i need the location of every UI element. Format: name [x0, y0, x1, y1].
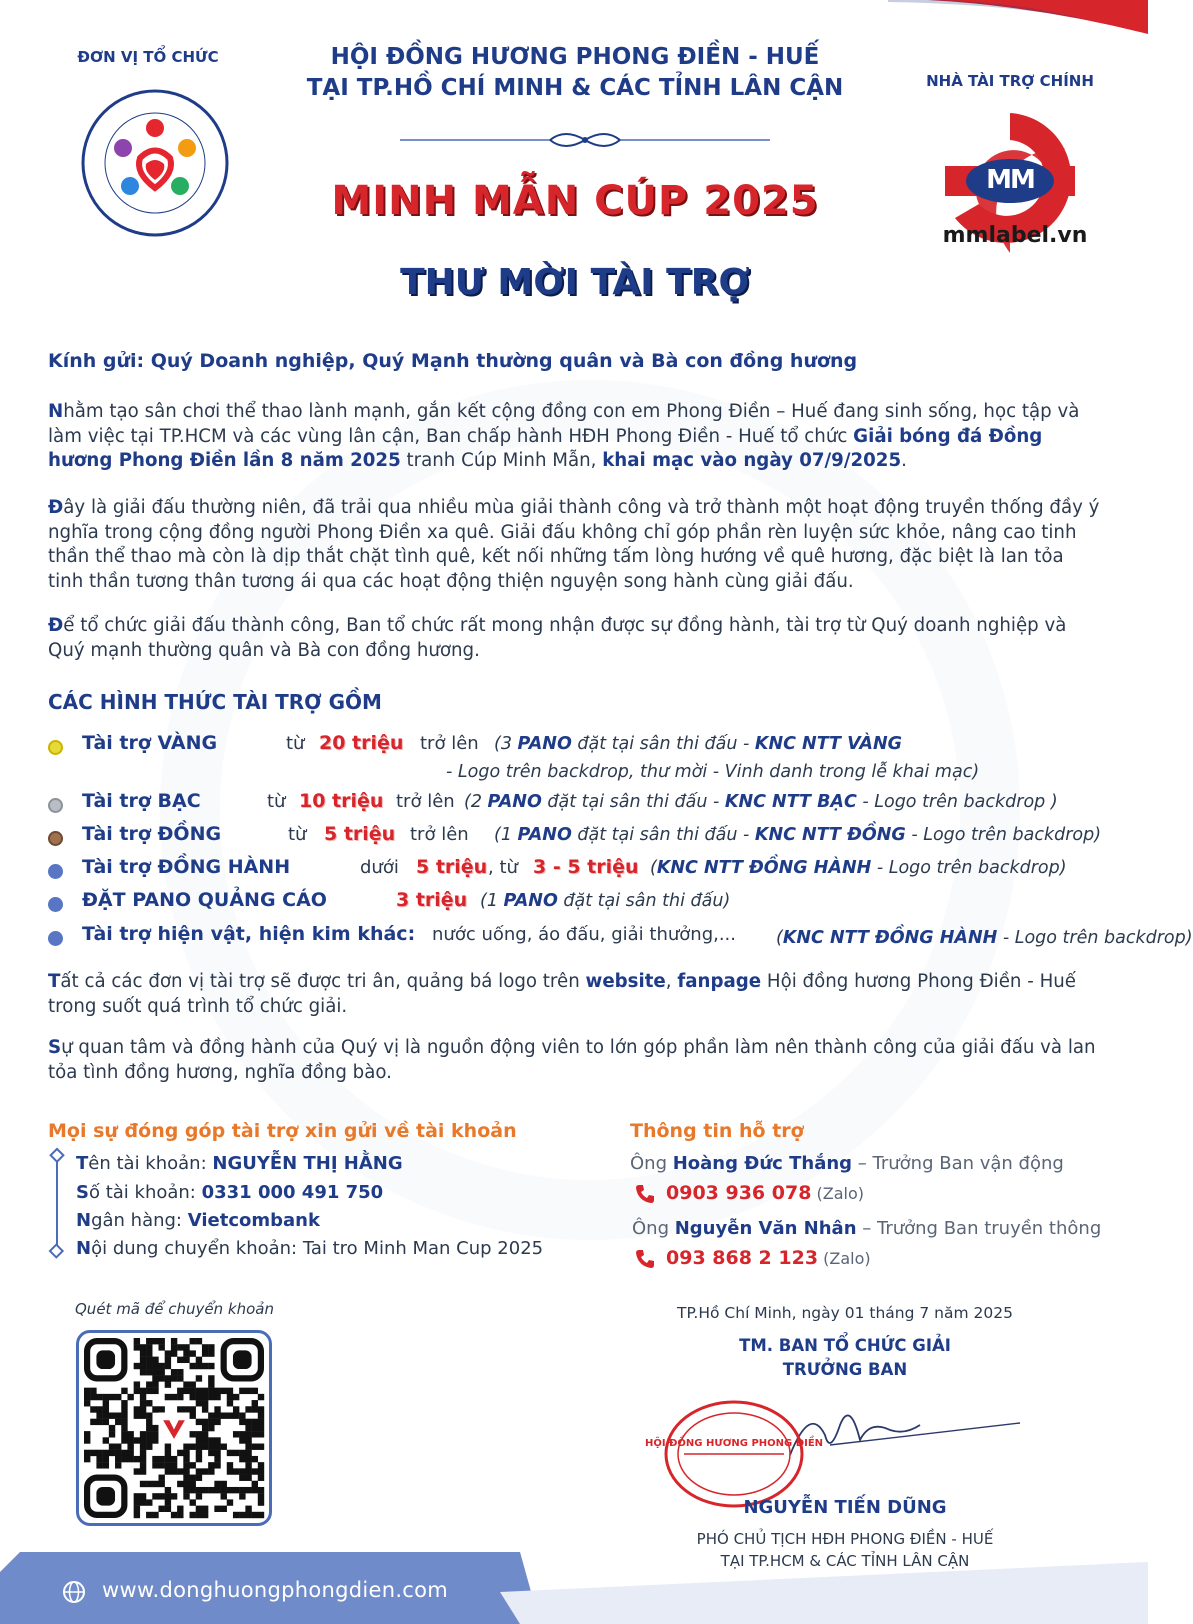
- drop-cap: S: [48, 1037, 62, 1058]
- signatory-title-2: TRƯỞNG BAN: [782, 1360, 908, 1379]
- drop-cap: Đ: [48, 497, 64, 518]
- contact-name: Hoàng Đức Thắng: [672, 1153, 853, 1174]
- text-run: Ông: [630, 1153, 673, 1174]
- tier-note: [494, 825, 1101, 845]
- text-run: ể tổ chức giải đấu thành công, Ban tổ chức rất mong nhận được sự đồng hành, tài trợ từ Quý doanh nghiệp và Quý mạnh thường quân và Bà con đồng hương.: [48, 615, 1067, 661]
- bank-account-heading: Mọi sự đóng góp tài trợ xin gửi về tài khoản: [48, 1120, 517, 1142]
- globe-icon: [62, 1580, 86, 1604]
- text-run: N: [76, 1238, 92, 1259]
- organizer-label: ĐƠN VỊ TỔ CHỨC: [77, 48, 219, 66]
- gold-bullet-icon: [48, 740, 63, 755]
- contact-role: – Trưởng Ban vận động: [852, 1153, 1064, 1174]
- text-run: KNC NTT ĐỒNG HÀNH: [782, 928, 998, 948]
- text-run: gân hàng:: [91, 1210, 188, 1231]
- website-link[interactable]: www.donghuongphongdien.com: [102, 1578, 449, 1602]
- stamp-text: HỘI ĐỒNG HƯƠNG PHONG ĐIỀN: [644, 1438, 824, 1449]
- signer-role-2: TẠI TP.HCM & CÁC TỈNH LÂN CẬN: [720, 1552, 970, 1570]
- qr-caption: Quét mã để chuyển khoản: [75, 1300, 274, 1318]
- official-stamp: [644, 1396, 824, 1511]
- silver-bullet-icon: [48, 798, 63, 813]
- tier-companion: [48, 856, 1128, 886]
- text-run: - Logo trên backdrop): [905, 825, 1102, 845]
- text-run: - Logo trên backdrop): [997, 928, 1193, 948]
- bullet-icon: [48, 931, 63, 946]
- text-run: Hội đồng hương Phong Điền - Huế trong suốt quá trình tổ chức giải.: [48, 971, 1076, 1017]
- tier-items: nước uống, áo đấu, giải thưởng,...: [432, 924, 737, 945]
- text-run: ây là giải đấu thường niên, đã trải qua nhiều mùa giải thành công và trở thành một hoạt động truyền thống đầy ý nghĩa trong cộng đồng người Phong Điền xa quê. Giải đấu không chỉ góp phần rèn luyện sức khỏe, nâng cao tinh thần thể thao mà còn là dịp thắt chặt tình quê, kết nối những tấm lòng hướng về quê hương, đặc biệt là lan tỏa tinh thần tương thân tương ái qua các hoạt động thiện nguyện song hành cùng giải đấu.: [48, 497, 1100, 592]
- corner-ribbon-decoration: [888, 0, 1148, 40]
- tournament-name: Giải bóng đá Đồng hương Phong Điền lần 8 năm 2025: [48, 425, 1043, 471]
- text-run: - Logo trên backdrop): [871, 858, 1067, 878]
- signatory-title: [660, 1334, 1030, 1382]
- tier-amount: 5 triệu: [324, 823, 396, 845]
- tier-note: [650, 858, 1067, 878]
- tier-separator: , từ: [488, 857, 518, 878]
- text-run: (3: [494, 734, 518, 754]
- text-run: PANO: [503, 891, 558, 911]
- text-run: KNC NTT ĐỒNG HÀNH: [656, 858, 872, 878]
- bullet-icon: [48, 897, 63, 912]
- tier-from: dưới: [360, 857, 399, 878]
- bullet-icon: [48, 864, 63, 879]
- tier-name: Tài trợ VÀNG: [82, 732, 218, 754]
- tier-name: Tài trợ ĐỒNG HÀNH: [82, 856, 291, 878]
- signatory-title-1: TM. BAN TỔ CHỨC GIẢI: [739, 1336, 951, 1355]
- text-run: N: [76, 1210, 92, 1231]
- contact-1: [630, 1153, 1064, 1174]
- tier-from: từ: [267, 791, 286, 812]
- contact-1-phone[interactable]: [666, 1182, 864, 1204]
- text-run: ự quan tâm và đồng hành của Quý vị là nguồn động viên to lớn góp phần làm nên thành công của giải đấu và lan tỏa tình đồng hương, nghĩa đồng bào.: [48, 1037, 1096, 1083]
- sponsor-website: mmlabel.vn: [942, 223, 1088, 248]
- paragraph-tradition: [48, 496, 1103, 594]
- tier-in-kind: [48, 923, 1193, 953]
- tier-amount: 3 triệu: [396, 889, 468, 911]
- text-run: (1: [480, 891, 504, 911]
- tier-name: ĐẶT PANO QUẢNG CÁO: [82, 889, 327, 911]
- text-run: ên tài khoản:: [88, 1153, 213, 1174]
- association-name: [270, 42, 880, 104]
- phone-number[interactable]: 093 868 2 123: [666, 1247, 819, 1269]
- text-run: website: [585, 971, 666, 992]
- tier-amount-range: 3 - 5 triệu: [533, 856, 639, 878]
- text-run: đặt tại sân thi đấu -: [571, 825, 755, 845]
- tier-gold-note-2: - Logo trên backdrop, thư mời - Vinh danh trong lễ khai mạc): [446, 762, 980, 782]
- text-run: đặt tại sân thi đấu): [557, 891, 731, 911]
- tier-amount: 10 triệu: [299, 790, 384, 812]
- account-holder: NGUYỄN THỊ HẰNG: [212, 1153, 403, 1174]
- document-title: THƯ MỜI TÀI TRỢ: [400, 262, 750, 303]
- text-run: T: [76, 1153, 89, 1174]
- main-sponsor-label: NHÀ TÀI TRỢ CHÍNH: [926, 72, 1094, 90]
- text-run: (: [776, 928, 783, 948]
- tier-note: [464, 792, 1058, 812]
- opening-date: khai mạc vào ngày 07/9/2025: [602, 450, 902, 471]
- qr-code-frame[interactable]: [76, 1330, 272, 1526]
- association-line-2: TẠI TP.HỒ CHÍ MINH & CÁC TỈNH LÂN CẬN: [306, 75, 844, 101]
- account-number-value: 0331 000 491 750: [201, 1182, 384, 1203]
- support-heading: Thông tin hỗ trợ: [630, 1120, 804, 1142]
- signer-name: NGUYỄN TIẾN DŨNG: [743, 1497, 947, 1518]
- text-run: .: [901, 450, 907, 471]
- association-line-1: HỘI ĐỒNG HƯƠNG PHONG ĐIỀN - HUẾ: [330, 44, 820, 70]
- ornament-divider: [400, 128, 770, 152]
- text-run: KNC NTT VÀNG: [754, 734, 902, 754]
- drop-cap: T: [48, 971, 61, 992]
- text-run: ,: [665, 971, 678, 992]
- messaging-app: (Zalo): [816, 1184, 865, 1203]
- contact-name: Nguyễn Văn Nhân: [674, 1218, 857, 1239]
- tier-name: Tài trợ hiện vật, hiện kim khác:: [82, 923, 416, 945]
- tier-bronze: [48, 823, 1128, 853]
- text-run: (1: [494, 825, 518, 845]
- contact-2: [632, 1218, 1101, 1239]
- signer-role-1: PHÓ CHỦ TỊCH HĐH PHONG ĐIỀN - HUẾ: [696, 1530, 994, 1548]
- timeline-decoration: [50, 1150, 64, 1258]
- tier-note: [494, 734, 902, 754]
- account-name: [76, 1153, 403, 1174]
- tier-from: từ: [286, 733, 305, 754]
- phone-icon: [634, 1183, 656, 1205]
- drop-cap: Đ: [48, 615, 64, 636]
- text-run: ất cả các đơn vị tài trợ sẽ được tri ân, quảng bá logo trên: [60, 971, 586, 992]
- text-run: (2: [464, 792, 488, 812]
- text-run: KNC NTT BẠC: [724, 792, 857, 812]
- tier-suffix: trở lên: [410, 824, 469, 845]
- qr-code[interactable]: [84, 1338, 264, 1518]
- text-run: fanpage: [677, 971, 762, 992]
- paragraph-intro: [48, 400, 1103, 474]
- tier-silver: [48, 790, 1128, 820]
- text-run: PANO: [517, 825, 572, 845]
- text-run: tranh Cúp Minh Mẫn,: [400, 450, 603, 471]
- paragraph-recognition: [48, 970, 1103, 1019]
- bank-name: [76, 1210, 320, 1231]
- text-run: (: [650, 858, 657, 878]
- text-run: Ông: [632, 1218, 675, 1239]
- contact-role: – Trưởng Ban truyền thông: [856, 1218, 1102, 1239]
- text-run: PANO: [487, 792, 542, 812]
- place-and-date: TP.Hồ Chí Minh, ngày 01 tháng 7 năm 2025: [677, 1304, 1013, 1322]
- tier-note: [776, 928, 1193, 948]
- messaging-app: (Zalo): [823, 1249, 871, 1268]
- text-run: PANO: [517, 734, 572, 754]
- bank-name-value: Vietcombank: [187, 1210, 320, 1231]
- paragraph-thanks: [48, 1036, 1103, 1085]
- text-run: S: [76, 1182, 89, 1203]
- drop-cap: N: [48, 401, 64, 422]
- tier-pano: [48, 889, 1128, 919]
- tier-note: [480, 891, 730, 911]
- tier-from: từ: [288, 824, 307, 845]
- tier-amount: 20 triệu: [319, 732, 404, 754]
- paragraph-request: [48, 614, 1103, 663]
- tier-suffix: trở lên: [420, 733, 479, 754]
- text-run: - Logo trên backdrop ): [856, 792, 1058, 812]
- tier-name: Tài trợ BẠC: [82, 790, 201, 812]
- phone-number[interactable]: 0903 936 078: [666, 1182, 812, 1204]
- text-run: đặt tại sân thi đấu -: [571, 734, 755, 754]
- handwritten-signature: [770, 1395, 1030, 1475]
- transfer-content-value: Tai tro Minh Man Cup 2025: [302, 1238, 544, 1259]
- text-run: ố tài khoản:: [88, 1182, 202, 1203]
- tier-name: Tài trợ ĐỒNG: [82, 823, 222, 845]
- phone-icon: [634, 1248, 656, 1270]
- salutation: Kính gửi: Quý Doanh nghiệp, Quý Mạnh thường quân và Bà con đồng hương: [48, 350, 858, 372]
- bronze-bullet-icon: [48, 831, 63, 846]
- sponsor-logo-mark: MM: [986, 165, 1034, 195]
- tier-gold: [48, 732, 1128, 762]
- sponsorship-tiers-heading: CÁC HÌNH THỨC TÀI TRỢ GỒM: [48, 690, 382, 714]
- account-number: [76, 1182, 383, 1203]
- event-title: MINH MẪN CÚP 2025: [331, 178, 819, 224]
- text-run: KNC NTT ĐỒNG: [754, 825, 906, 845]
- transfer-content: [76, 1238, 543, 1259]
- tier-suffix: trở lên: [396, 791, 455, 812]
- text-run: hằm tạo sân chơi thể thao lành mạnh, gắn kết cộng đồng con em Phong Điền – Huế đang sinh sống, học tập và làm việc tại TP.HCM và các vùng lân cận, Ban chấp hành HĐH Phong Điền - Huế tổ chức: [48, 401, 1080, 447]
- organizer-logo: [80, 88, 230, 238]
- text-run: đặt tại sân thi đấu -: [541, 792, 725, 812]
- text-run: ội dung chuyển khoản:: [91, 1238, 303, 1259]
- tier-amount: 5 triệu: [416, 856, 488, 878]
- contact-2-phone[interactable]: [666, 1247, 871, 1269]
